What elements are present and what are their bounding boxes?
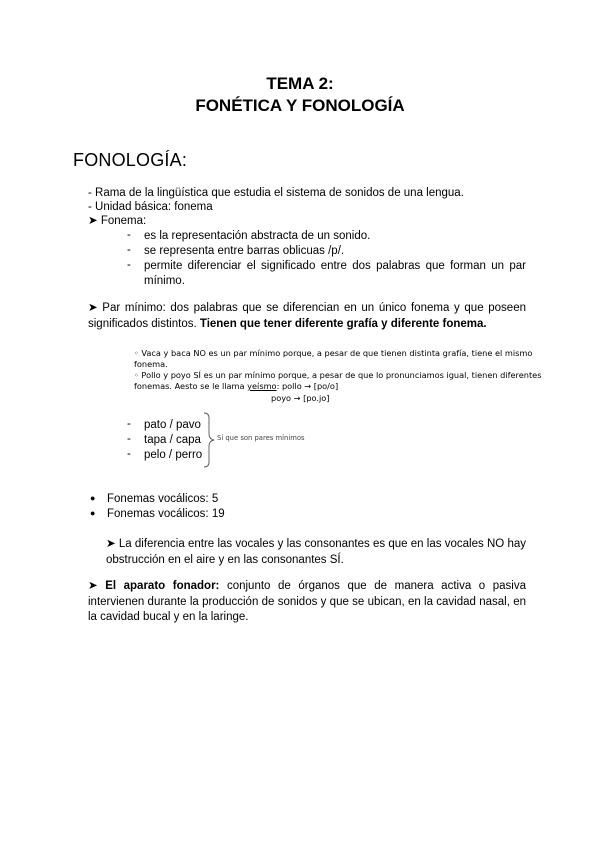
example-1-line-1: ◦ Vaca y baca NO es un par mínimo porque, a pesar de que tienen distinta grafía, tiene el mismo <box>134 348 533 358</box>
aparato-bold: ➤ El aparato fonador: <box>88 580 220 592</box>
intro-line-1: - Rama de la lingüística que estudia el sistema de sonidos de una lengua. <box>88 187 464 199</box>
example-2-line-2 <box>134 381 338 392</box>
dash-marker: - <box>127 229 131 241</box>
dash-marker: - <box>127 448 131 460</box>
fonema-item-3: permite diferenciar el significado entre dos palabras que forman un par <box>144 260 526 272</box>
vowels-line-2: Fonemas vocálicos: 19 <box>107 508 225 520</box>
diferencia-paragraph: ➤ La diferencia entre las vocales y las consonantes es que en las vocales NO hay obstrucción en el aire y en las consonantes SÍ. <box>106 538 526 566</box>
bullet-icon: ● <box>90 508 96 518</box>
title-line-2: FONÉTICA Y FONOLOGÍA <box>195 96 405 115</box>
par-minimo-bold: Tienen que tener diferente grafía y diferente fonema. <box>199 317 487 330</box>
dash-marker: - <box>127 259 131 271</box>
aparato-text: conjunto de órganos que de manera activa o pasiva intervienen durante la producción de sonidos y que se ubican, en la cavidad nasal, en la cavidad bucal y en la laringe. <box>88 580 526 623</box>
pairs-note: Sí que son pares mínimos <box>217 434 305 442</box>
bullet-icon: ● <box>90 493 96 503</box>
dash-marker: - <box>127 244 131 256</box>
fonema-item-2: se representa entre barras oblicuas /p/. <box>144 245 345 257</box>
dash-marker: - <box>127 418 131 430</box>
pair-3: pelo / perro <box>144 449 203 461</box>
fonema-label: ➤ Fonema: <box>88 215 147 227</box>
section-heading: FONOLOGÍA: <box>73 150 188 170</box>
fonema-item-1: es la representación abstracta de un sonido. <box>144 230 371 242</box>
vowels-line-1: Fonemas vocálicos: 5 <box>107 493 219 505</box>
aparato-paragraph <box>88 579 526 626</box>
example-2-text: fonemas. Aesto se le llama <box>134 381 248 391</box>
curly-brace-icon <box>202 412 216 468</box>
example-2-line-1: ◦ Pollo y poyo SÍ es un par mínimo porque, a pesar de que lo pronunciamos igual, tienen diferentes <box>134 370 542 380</box>
pair-1: pato / pavo <box>144 419 201 431</box>
example-1-line-2: fonema. <box>134 359 168 369</box>
dash-marker: - <box>127 433 131 445</box>
par-minimo-paragraph <box>88 301 526 332</box>
yeismo-term: yeísmo <box>247 381 277 391</box>
example-2-pollo: : pollo → [po/o] <box>276 381 339 391</box>
par-minimo-text: ➤ Par mínimo: dos palabras que se diferencian en un único fonema y que poseen significados distintos. <box>88 302 526 330</box>
pair-2: tapa / capa <box>144 434 201 446</box>
intro-line-2: - Unidad básica: fonema <box>88 201 213 213</box>
fonema-item-3-cont: mínimo. <box>144 275 185 287</box>
example-2-line-3: poyo → [po.jo] <box>271 393 330 403</box>
title-line-1: TEMA 2: <box>266 74 334 93</box>
